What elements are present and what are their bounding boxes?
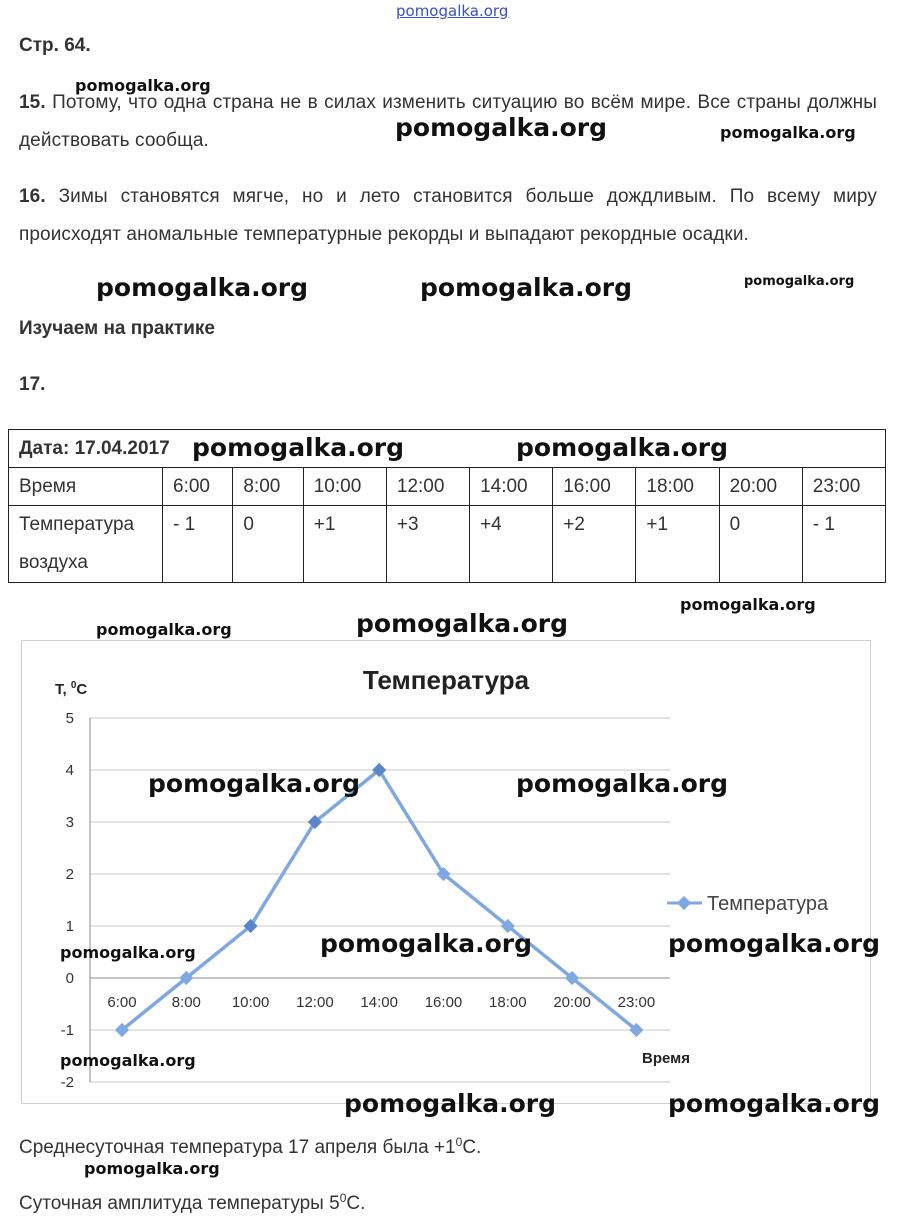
y-axis-label: T, $^0$C [55,680,88,698]
section-title: Изучаем на практике [19,318,215,339]
legend [667,893,829,915]
watermark: pomogalka.org [344,1089,557,1118]
x-axis-label: Время [642,1050,690,1067]
x-tick-label: 16:00 [424,994,463,1011]
x-tick-label: 20:00 [553,994,591,1011]
time-label: Время [9,468,163,506]
watermark: pomogalka.org [356,609,569,638]
answer-text: Потому, что одна страна не в силах изменить ситуацию во всём мире. Все страны должны действовать сообща. [19,92,877,151]
temp-cell: +2 [553,506,636,583]
watermark: pomogalka.org [96,273,309,302]
watermark: pomogalka.org [60,1051,196,1070]
answer-text: Зимы становятся мягче, но и лето становится больше дождливым. По всему миру происходят аномальные температурные рекорды и выпадают рекордные осадки. [19,186,877,245]
time-cell: 10:00 [303,468,386,506]
answer-number: 16. [19,186,46,207]
y-tick-label: 0 [65,970,74,987]
y-tick-label: 3 [65,814,74,831]
chart-frame [21,640,871,1104]
y-tick-label: 4 [65,762,74,779]
temp-cell: +1 [303,506,386,583]
temp-cell: +3 [386,506,469,583]
watermark: pomogalka.org [60,943,196,962]
temp-cell: +4 [470,506,553,583]
table-row-date [9,430,886,468]
amp-unit: С. [346,1193,366,1214]
x-tick-label: 14:00 [360,994,398,1011]
temp-cell: - 1 [802,506,885,583]
watermark: pomogalka.org [516,433,729,462]
watermark: pomogalka.org [668,1089,881,1118]
amp-text: Суточная амплитуда температуры 5 [19,1193,340,1214]
avg-degree: 0 [455,1135,463,1149]
x-tick-label: 8:00 [171,994,201,1011]
temperature-chart [22,641,870,1103]
legend-marker-icon [677,896,691,910]
watermark: pomogalka.org [84,1159,220,1178]
answer-number: 15. [19,92,46,113]
temp-cell: - 1 [163,506,233,583]
page-ref: Стр. 64. [19,35,91,56]
x-tick-label: 10:00 [231,994,270,1011]
x-tick-label: 23:00 [617,994,656,1011]
time-cell: 16:00 [553,468,636,506]
series-line [122,770,636,1030]
watermark: pomogalka.org [744,274,855,289]
watermark: pomogalka.org [516,769,729,798]
temp-cell: 0 [233,506,303,583]
temp-cell: 0 [719,506,802,583]
y-tick-label: -2 [60,1074,74,1091]
site-link[interactable]: pomogalka.org [396,2,509,20]
watermark: pomogalka.org [75,76,211,95]
y-tick-label: 5 [65,710,74,727]
table-row-temperature [9,506,886,583]
x-tick-label: 12:00 [296,994,334,1011]
x-tick-label: 6:00 [107,994,137,1011]
time-cell: 20:00 [719,468,802,506]
time-cell: 14:00 [470,468,553,506]
answer-16 [19,178,877,254]
watermark: pomogalka.org [192,433,405,462]
watermark: pomogalka.org [420,273,633,302]
watermark: pomogalka.org [395,113,608,142]
temp-cell: +1 [636,506,719,583]
y-tick-label: 2 [65,866,74,883]
watermark: pomogalka.org [320,929,533,958]
legend-label: Температура [707,893,829,915]
average-temperature [19,1135,481,1159]
watermark: pomogalka.org [148,769,361,798]
time-cell: 6:00 [163,468,233,506]
temperature-table [8,429,886,583]
y-tick-label: -1 [60,1022,74,1039]
y-tick-label: 1 [65,918,74,935]
amp-degree: 0 [339,1191,347,1205]
task-number: 17. [19,374,46,395]
chart-title: Температура [362,665,530,695]
time-cell: 12:00 [386,468,469,506]
avg-unit: С. [462,1137,482,1158]
temp-label: Температура воздуха [9,506,163,583]
watermark: pomogalka.org [96,620,232,639]
time-cell: 8:00 [233,468,303,506]
time-cell: 23:00 [802,468,885,506]
watermark: pomogalka.org [680,595,816,614]
temperature-amplitude [19,1191,365,1215]
x-tick-label: 18:00 [489,994,527,1011]
avg-text: Среднесуточная температура 17 апреля была +1 [19,1137,456,1158]
date-cell: Дата: 17.04.2017 [9,430,886,468]
table-row-time [9,468,886,506]
watermark: pomogalka.org [668,929,881,958]
time-cell: 18:00 [636,468,719,506]
watermark: pomogalka.org [720,123,856,142]
